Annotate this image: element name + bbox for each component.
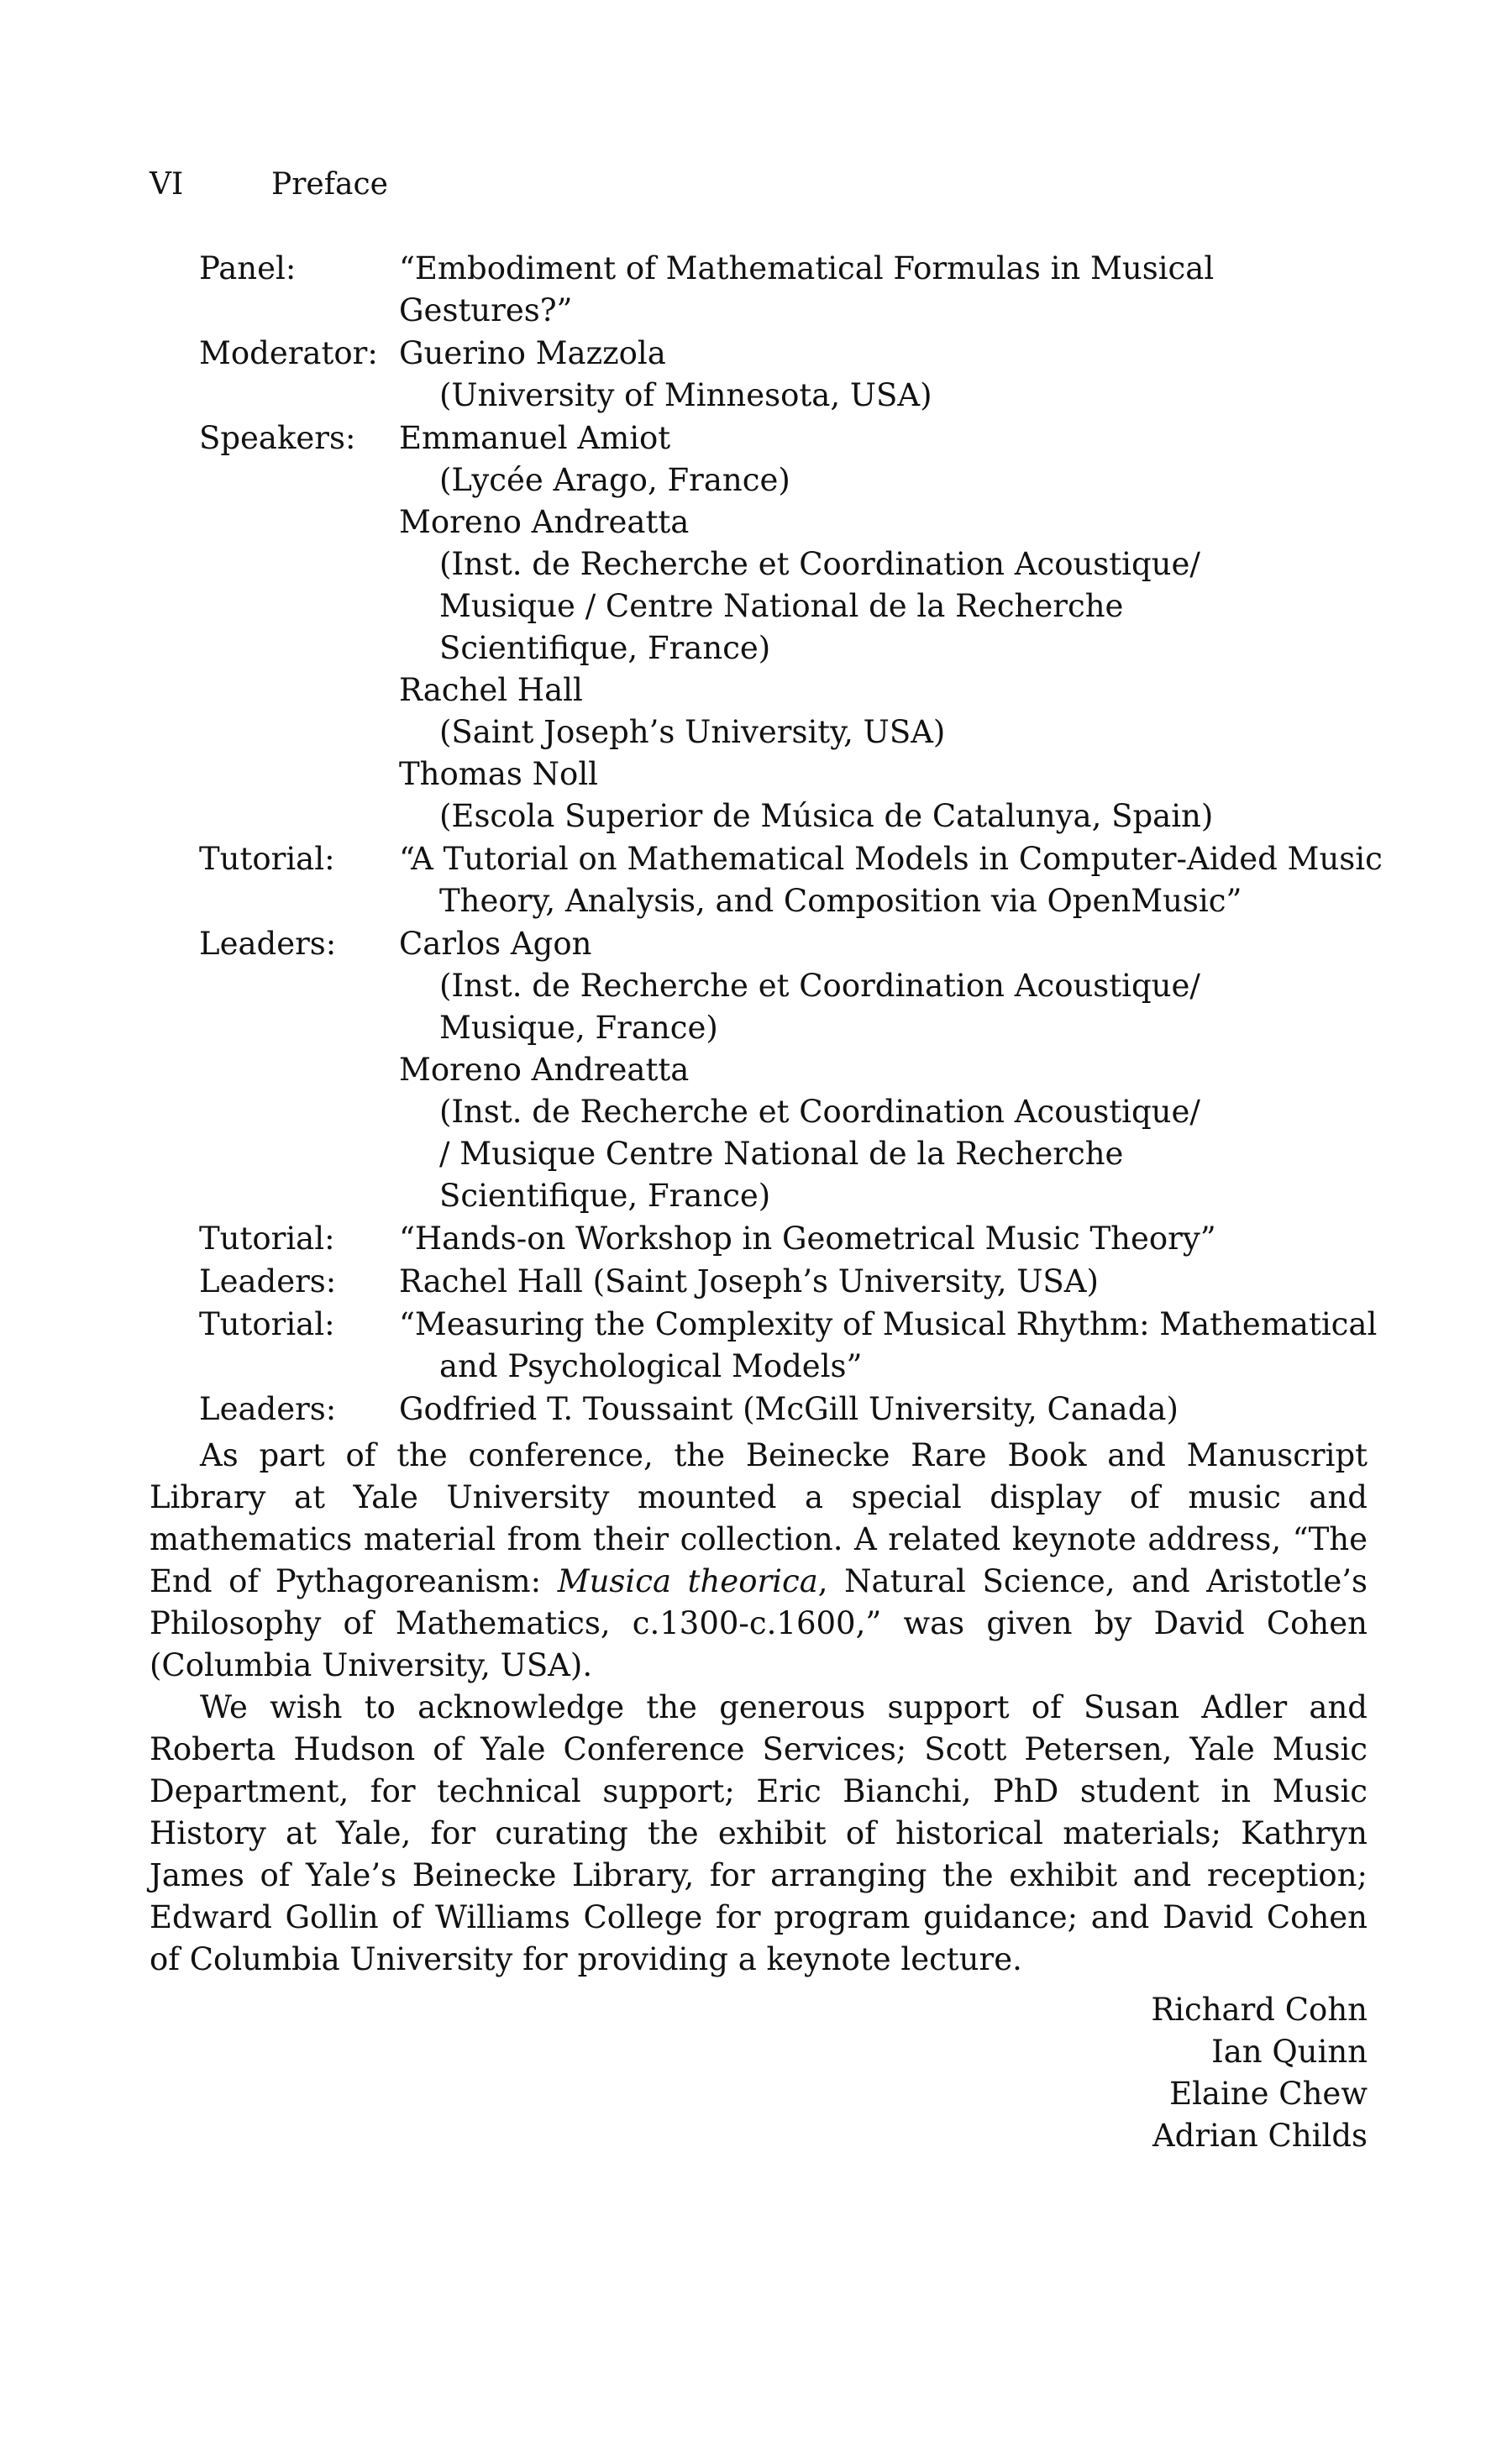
program-value [399, 1218, 1392, 1260]
affiliation-line: (Inst. de Recherche et Coordination Acoustique/ [439, 1094, 1200, 1130]
program-entry [199, 1389, 1392, 1431]
program-listing [199, 248, 1392, 1431]
paragraph-acknowledgements: We wish to acknowledge the generous support of Susan Adler and Roberta Hudson of Yale Conference Services; Scott Petersen, Yale Music Department, for technical support; Eric Bianchi, PhD student in Music History at Yale, for curating the exhibit of historical materials; Kathryn James of Yale’s Beinecke Library, for arranging the exhibit and reception; Edward Gollin of Williams College for program guidance; and David Cohen of Columbia University for providing a keynote lecture. [150, 1689, 1368, 1977]
body-text [150, 1435, 1368, 1981]
program-line: and Psychological Models” [439, 1348, 863, 1384]
program-value [399, 838, 1392, 922]
program-entry [199, 1304, 1392, 1388]
program-entry [199, 838, 1392, 922]
program-line: “Hands-on Workshop in Geometrical Music Theory” [399, 1221, 1216, 1257]
program-entry [199, 417, 1392, 837]
program-line: Emmanuel Amiot [399, 420, 671, 456]
program-label: Speakers: [199, 420, 356, 456]
program-value [399, 1304, 1392, 1388]
signature-block [1151, 1989, 1368, 2157]
affiliation-line: (Inst. de Recherche et Coordination Acoustique/ [439, 968, 1200, 1004]
program-label: Tutorial: [199, 1306, 335, 1342]
program-entry [199, 333, 1392, 417]
program-label: Moderator: [199, 335, 378, 371]
program-value [399, 923, 1392, 1217]
program-line: “Embodiment of Mathematical Formulas in Musical Gestures?” [399, 250, 1215, 328]
program-line: Moreno Andreatta [399, 1052, 690, 1088]
program-line: Guerino Mazzola [399, 335, 666, 371]
program-entry [199, 923, 1392, 1217]
program-line: Moreno Andreatta [399, 504, 690, 540]
program-line: “A Tutorial on Mathematical Models in Computer-Aided Music [399, 841, 1383, 877]
affiliation-line: Scientifique, France) [439, 630, 771, 666]
page-number: VI [150, 167, 184, 202]
program-entry [199, 1261, 1392, 1303]
program-label: Leaders: [199, 926, 337, 962]
program-value [399, 248, 1392, 332]
signature-name: Richard Cohn [1151, 1992, 1368, 2028]
signature-name: Adrian Childs [1152, 2118, 1368, 2154]
signature-name: Ian Quinn [1211, 2034, 1368, 2070]
program-line: Rachel Hall [399, 672, 583, 708]
affiliation-line: / Musique Centre National de la Recherche [439, 1136, 1124, 1172]
paragraph-beinecke: As part of the conference, the Beinecke Rare Book and Manuscript Library at Yale University mounted a special display of music and mathematics material from their collection. A related keynote address, “The End of Pythagoreanism: Musica theorica, Natural Science, and Aristotle’s Philosophy of Mathematics, c.1300-c.1600,” was given by David Cohen (Columbia University, USA). [150, 1437, 1368, 1683]
program-line: “Measuring the Complexity of Musical Rhythm: Mathematical [399, 1306, 1378, 1342]
affiliation-line: Scientifique, France) [439, 1178, 771, 1214]
program-value [399, 1389, 1392, 1431]
program-value [399, 417, 1392, 837]
affiliation-line: Musique, France) [439, 1010, 718, 1046]
program-line: Rachel Hall (Saint Joseph’s University, USA) [399, 1263, 1099, 1299]
program-label: Leaders: [199, 1391, 337, 1427]
program-entry [199, 1218, 1392, 1260]
affiliation-line: (Inst. de Recherche et Coordination Acoustique/ [439, 546, 1200, 582]
program-line: Theory, Analysis, and Composition via OpenMusic” [439, 883, 1242, 919]
italic-title: Musica theorica [557, 1563, 818, 1599]
program-label: Tutorial: [199, 841, 335, 877]
affiliation-line: Musique / Centre National de la Recherche [439, 588, 1124, 624]
affiliation-line: (Lycée Arago, France) [439, 462, 790, 498]
program-label: Leaders: [199, 1263, 337, 1299]
affiliation-line: (University of Minnesota, USA) [439, 377, 932, 413]
program-label: Panel: [199, 250, 297, 286]
section-title: Preface [271, 167, 388, 202]
signature-name: Elaine Chew [1169, 2076, 1368, 2112]
affiliation-line: (Escola Superior de Música de Catalunya, Spain) [439, 798, 1214, 834]
program-line: Godfried T. Toussaint (McGill University, Canada) [399, 1391, 1179, 1427]
program-value [399, 333, 1392, 417]
affiliation-line: (Saint Joseph’s University, USA) [439, 714, 946, 750]
program-line: Thomas Noll [399, 756, 598, 792]
program-line: Carlos Agon [399, 926, 592, 962]
program-label: Tutorial: [199, 1221, 335, 1257]
program-value [399, 1261, 1392, 1303]
program-entry [199, 248, 1392, 332]
